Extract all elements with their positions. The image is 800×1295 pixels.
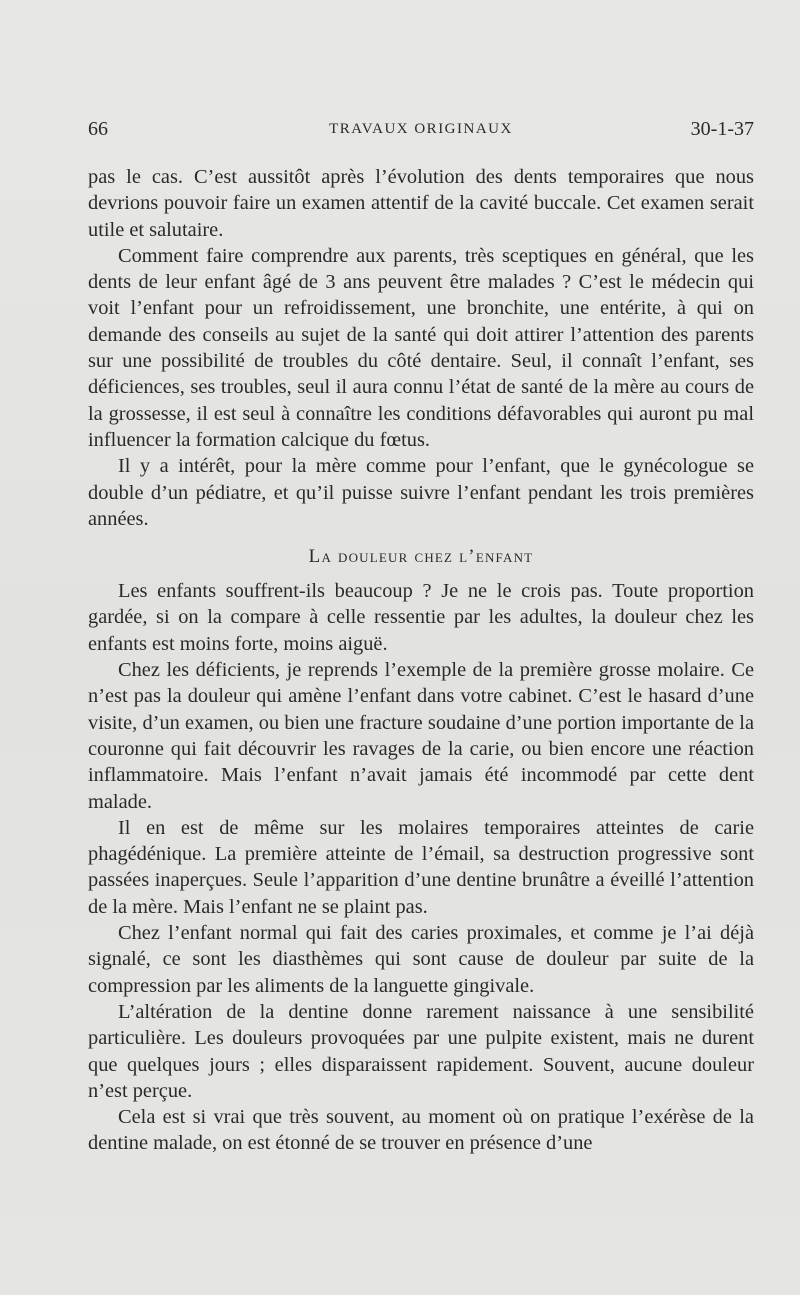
- page-number: 66: [88, 118, 108, 140]
- paragraph: Cela est si vrai que très souvent, au moment où on pratique l’exérèse de la dentine malade, on est étonné de se trouver en présence d’une: [88, 1106, 754, 1155]
- section-heading: La douleur chez l’enfant: [308, 546, 534, 568]
- issue-date: 30-1-37: [690, 118, 754, 140]
- paragraph: Chez l’enfant normal qui fait des caries proximales, et comme je l’ai déjà signalé, ce sont les diasthèmes qui sont cause de douleur par suite de la compression par les aliments de la languette gingivale.: [88, 922, 754, 997]
- paragraph: Comment faire comprendre aux parents, très sceptiques en général, que les dents de leur enfant âgé de 3 ans peuvent être malades ? C’est le médecin qui voit l’enfant pour un refroidissement, une bronchite, une entérite, à qui on demande des conseils au sujet de la santé qui doit attirer l’attention des parents sur une possibilité de troubles du côté dentaire. Seul, il connaît l’enfant, ses déficiences, ses troubles, seul il aura connu l’état de santé de la mère au cours de la grossesse, il est seul à connaître les conditions défavorables qui auront pu mal influencer la formation calcique du fœtus.: [88, 244, 754, 451]
- paragraph: pas le cas. C’est aussitôt après l’évolution des dents temporaires que nous devrions pouvoir faire un examen attentif de la cavité buccale. Cet examen serait utile et salutaire.: [88, 166, 754, 241]
- paragraph: L’altération de la dentine donne rarement naissance à une sensibilité particulière. Les douleurs provoquées par une pulpite existent, mais ne durent que quelques jours ; elles disparaissent rapidement. Souvent, aucune douleur n’est perçue.: [88, 1000, 754, 1102]
- body-text: [88, 164, 754, 1157]
- running-title: TRAVAUX ORIGINAUX: [329, 121, 513, 137]
- paragraph: Il y a intérêt, pour la mère comme pour l’enfant, que le gynécologue se double d’un pédiatre, et qu’il puisse suivre l’enfant pendant les trois premières années.: [88, 455, 754, 530]
- paragraph: Il en est de même sur les molaires temporaires atteintes de carie phagédénique. La première atteinte de l’émail, sa destruction progressive sont passées inaperçues. Seule l’apparition d’une dentine brunâtre a éveillé l’attention de la mère. Mais l’enfant ne se plaint pas.: [88, 816, 754, 918]
- paragraph: Les enfants souffrent-ils beaucoup ? Je ne le crois pas. Toute proportion gardée, si on la compare à celle ressentie par les adultes, la douleur chez les enfants est moins forte, moins aiguë.: [88, 580, 754, 655]
- page-header: [88, 118, 754, 148]
- paragraph: Chez les déficients, je reprends l’exemple de la première grosse molaire. Ce n’est pas la douleur qui amène l’enfant dans votre cabinet. C’est le hasard d’une visite, d’un examen, ou bien une fracture soudaine d’une portion importante de la couronne qui fait découvrir les ravages de la carie, ou bien encore une réaction inflammatoire. Mais l’enfant n’avait jamais été incommodé par cette dent malade.: [88, 659, 754, 813]
